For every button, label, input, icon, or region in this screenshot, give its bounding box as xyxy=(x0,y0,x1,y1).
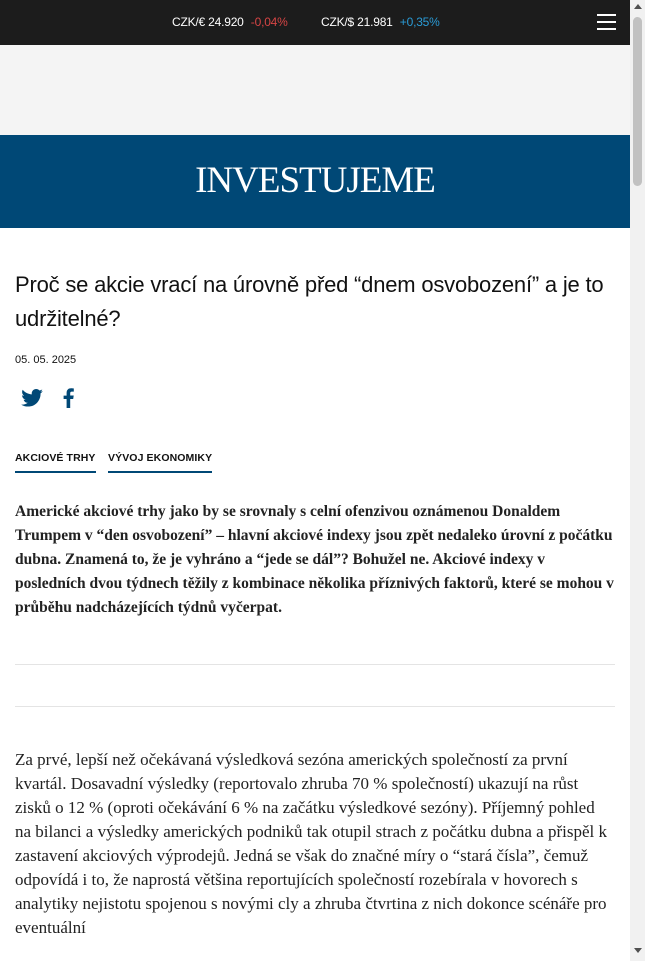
site-logo[interactable]: INVESTUJEME xyxy=(195,160,435,201)
article-date: 05. 05. 2025 xyxy=(15,354,77,366)
ticker-change: -0,04% xyxy=(250,15,288,29)
page-scrollbar[interactable] xyxy=(630,0,645,961)
brand-header xyxy=(0,135,630,228)
facebook-icon[interactable] xyxy=(63,388,74,413)
twitter-icon[interactable] xyxy=(21,389,43,412)
article-body: Za prvé, lepší než očekávaná výsledková sezóna amerických společností za první kvartál. Dosavadní výsledky (reportovalo zhruba 70 % společností) ukazují na růst zisků o 12 % (oproti očekávání 6 % na začátku výsledkové sezóny). Příjemný pohled na bilanci a výsledky amerických podniků tak otupil strach z počátku dubna a přispěl k zastavení akciových výprodejů. Jedná se však do značné míry o “stará čísla”, čemuž odpovídá i to, že naprostá většina reportujících společností rozebírala v hovorech s analytiky nejistotu spojenou s novými cly a zhruba čtvrtina z nich dokonce scénáře pro eventuální xyxy=(15,750,607,937)
ad-banner-placeholder xyxy=(0,45,630,135)
article-lead: Americké akciové trhy jako by se srovnaly s celní ofenzivou oznámenou Donaldem Trumpem v “den osvobození” – hlavní akciové indexy jsou zpět nedaleko úrovní z počátku dubna. Znamená to, že je vyhráno a “jede se dál”? Bohužel ne. Akciové indexy v posledních dvou týdnech těžily z kombinace několika příznivých faktorů, které se mohou v průběhu nadcházejících týdnů vyčerpat. xyxy=(15,503,614,616)
article-tags xyxy=(15,448,220,473)
divider xyxy=(15,664,615,665)
tag-akciove-trhy[interactable]: AKCIOVÉ TRHY xyxy=(15,452,96,473)
ticker-item-eur xyxy=(172,15,288,29)
share-buttons xyxy=(15,388,74,413)
ticker-change: +0,35% xyxy=(399,15,440,29)
currency-ticker-bar xyxy=(0,0,630,45)
article-title: Proč se akcie vrací na úrovně před “dnem osvobození” a je to udržitelné? xyxy=(15,272,604,331)
ticker-rate: CZK/€ 24.920 xyxy=(172,15,244,29)
hamburger-menu-icon[interactable] xyxy=(597,14,616,30)
scroll-down-arrow-icon[interactable] xyxy=(634,948,642,953)
ticker-rate: CZK/$ 21.981 xyxy=(321,15,393,29)
ticker-item-usd xyxy=(321,15,440,29)
tag-vyvoj-ekonomiky[interactable]: VÝVOJ EKONOMIKY xyxy=(108,452,212,473)
scrollbar-thumb[interactable] xyxy=(633,17,642,186)
scroll-up-arrow-icon[interactable] xyxy=(634,4,642,9)
divider xyxy=(15,706,615,707)
